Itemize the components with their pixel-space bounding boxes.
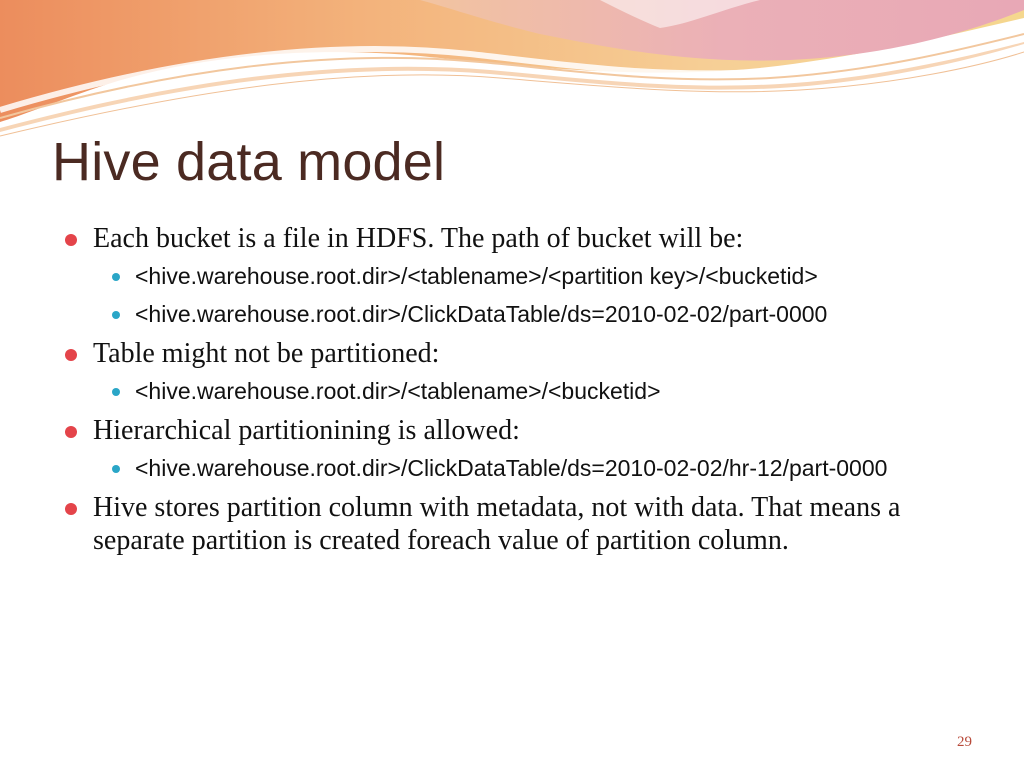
sub-bullet-item xyxy=(93,299,962,330)
bullet-list xyxy=(62,222,962,563)
bullet-dot-icon xyxy=(65,349,77,361)
bullet-text: Table might not be partitioned: xyxy=(93,338,440,369)
sub-bullet-dot-icon xyxy=(112,311,120,319)
sub-bullet-item xyxy=(93,261,962,292)
bullet-dot-icon xyxy=(65,426,77,438)
bullet-text: Each bucket is a file in HDFS. The path of bucket will be: xyxy=(93,223,744,254)
bullet-item xyxy=(62,337,962,407)
sub-bullet-dot-icon xyxy=(112,273,120,281)
sub-bullet-item xyxy=(93,376,962,407)
sub-bullet-dot-icon xyxy=(112,388,120,396)
bullet-text: Hive stores partition column with metadata, not with data. That means a separate partition is created foreach value of partition column. xyxy=(93,492,901,556)
sub-bullet-text: <hive.warehouse.root.dir>/<tablename>/<partition key>/<bucketid> xyxy=(135,263,818,289)
sub-bullet-list xyxy=(93,453,962,484)
sub-bullet-item xyxy=(93,453,962,484)
header-wave-decoration xyxy=(0,0,1024,140)
sub-bullet-text: <hive.warehouse.root.dir>/ClickDataTable/ds=2010-02-02/part-0000 xyxy=(135,301,828,327)
bullet-item xyxy=(62,222,962,330)
bullet-item xyxy=(62,491,962,557)
page-number: 29 xyxy=(957,734,972,750)
slide-title: Hive data model xyxy=(52,132,446,192)
bullet-dot-icon xyxy=(65,234,77,246)
bullet-text: Hierarchical partitionining is allowed: xyxy=(93,415,520,446)
bullet-dot-icon xyxy=(65,503,77,515)
sub-bullet-dot-icon xyxy=(112,465,120,473)
sub-bullet-text: <hive.warehouse.root.dir>/<tablename>/<bucketid> xyxy=(135,378,661,404)
bullet-item xyxy=(62,414,962,484)
sub-bullet-list xyxy=(93,376,962,407)
sub-bullet-list xyxy=(93,261,962,330)
sub-bullet-text: <hive.warehouse.root.dir>/ClickDataTable/ds=2010-02-02/hr-12/part-0000 xyxy=(135,455,888,481)
